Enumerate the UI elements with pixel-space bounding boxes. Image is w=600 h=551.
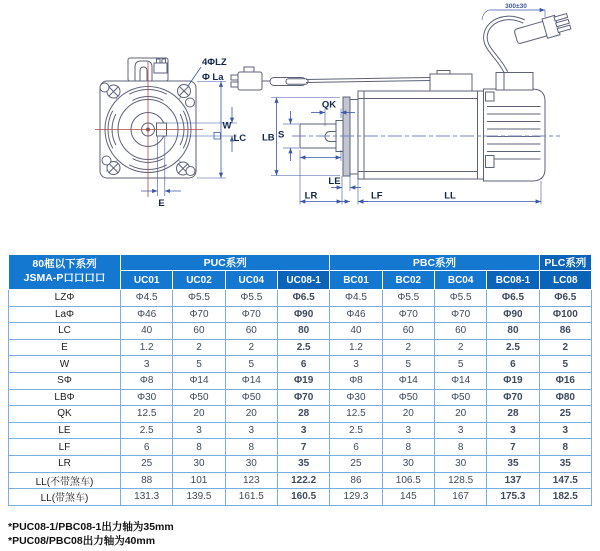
value-cell: Φ5.5 [225,290,277,307]
value-cell: 2 [225,339,277,356]
value-cell: 3 [330,356,382,373]
value-cell: 86 [539,323,591,340]
table-row [9,439,592,456]
value-cell: 60 [173,323,225,340]
footnote-2: *PUC08/PBC08出力轴为40mm [8,534,156,547]
value-cell: 40 [121,323,173,340]
value-cell: 20 [173,406,225,423]
value-cell: 8 [434,439,486,456]
power-plug [513,12,571,46]
table-row [9,323,592,340]
footnote-1: *PUC08-1/PBC08-1出力轴为35mm [8,521,174,533]
row-label: LF [9,439,121,456]
value-cell: 5 [225,356,277,373]
model-column-header: UC02 [173,271,225,290]
value-cell: Φ6.5 [539,290,591,307]
value-cell: Φ70 [225,306,277,323]
value-cell: Φ6.5 [487,290,539,307]
value-cell: 20 [434,406,486,423]
value-cell: Φ4.5 [330,290,382,307]
value-cell: 5 [173,356,225,373]
row-label: LaΦ [9,306,121,323]
dim-label-lb: LB [262,132,275,144]
row-label: LBΦ [9,389,121,406]
value-cell: 3 [121,356,173,373]
value-cell: 161.5 [225,489,277,506]
value-cell: Φ5.5 [434,290,486,307]
model-column-header: UC04 [225,271,277,290]
value-cell: 2 [382,339,434,356]
value-cell: 147.5 [539,472,591,489]
dim-label-ll: LL [444,190,456,202]
encoder-box [430,74,472,91]
flange-plate [343,97,350,176]
value-cell: Φ14 [382,372,434,389]
motor-dimension-diagram [0,0,600,248]
value-cell: Φ50 [382,389,434,406]
value-cell: 5 [382,356,434,373]
row-label: LL(带煞车) [9,489,121,506]
value-cell: 2 [173,339,225,356]
value-cell: 139.5 [173,489,225,506]
value-cell: 25 [539,406,591,423]
value-cell: 175.3 [487,489,539,506]
value-cell: 129.3 [330,489,382,506]
table-row [9,290,592,307]
value-cell: 20 [382,406,434,423]
value-cell: 28 [487,406,539,423]
value-cell: 6 [121,439,173,456]
value-cell: 2 [539,339,591,356]
value-cell: 30 [382,455,434,472]
value-cell: 6 [487,356,539,373]
row-label: LZΦ [9,290,121,307]
table-row [9,489,592,506]
row-label: LR [9,455,121,472]
value-cell: 20 [225,406,277,423]
value-cell: Φ70 [277,389,329,406]
model-column-header: BC01 [330,271,382,290]
value-cell: 123 [225,472,277,489]
value-cell: 30 [173,455,225,472]
series-group-header: PUC系列 [121,255,330,271]
value-cell: Φ19 [277,372,329,389]
spec-table-header [9,255,592,290]
series-header-row [9,255,592,271]
value-cell: 30 [434,455,486,472]
value-cell: 1.2 [330,339,382,356]
motor-side-view [262,73,560,205]
value-cell: 5 [539,356,591,373]
value-cell: 5 [434,356,486,373]
table-row [9,389,592,406]
value-cell: 80 [487,323,539,340]
value-cell: 2.5 [330,422,382,439]
value-cell: Φ4.5 [121,290,173,307]
corner-header [9,255,121,290]
value-cell: Φ5.5 [382,290,434,307]
model-column-header: BC02 [382,271,434,290]
spec-table [8,254,592,506]
value-cell: 8 [225,439,277,456]
value-cell: 131.3 [121,489,173,506]
value-cell: Φ70 [434,306,486,323]
value-cell: 137 [487,472,539,489]
value-cell: 8 [382,439,434,456]
table-row [9,422,592,439]
table-row [9,472,592,489]
corner-header-line2: JSMA-P口口口口 [23,272,106,284]
value-cell: 25 [330,455,382,472]
value-cell: Φ6.5 [277,290,329,307]
value-cell: Φ5.5 [173,290,225,307]
value-cell: Φ70 [382,306,434,323]
dim-label-phila: Φ La [202,72,224,83]
value-cell: 35 [277,455,329,472]
value-cell: 35 [539,455,591,472]
value-cell: Φ8 [330,372,382,389]
value-cell: 25 [121,455,173,472]
table-row [9,455,592,472]
value-cell: 6 [277,356,329,373]
spec-table-body [9,290,592,506]
value-cell: 2.5 [277,339,329,356]
value-cell: 3 [434,422,486,439]
value-cell: 60 [434,323,486,340]
motor-body [358,91,478,179]
value-cell: Φ46 [121,306,173,323]
table-row [9,306,592,323]
value-cell: 122.2 [277,472,329,489]
value-cell: Φ50 [225,389,277,406]
value-cell: Φ19 [487,372,539,389]
table-row [9,339,592,356]
model-column-header: BC04 [434,271,486,290]
dim-label-w: W [222,120,232,132]
value-cell: Φ8 [121,372,173,389]
value-cell: 80 [277,323,329,340]
value-cell: 6 [330,439,382,456]
encoder-cable [231,67,472,91]
value-cell: 2.5 [121,422,173,439]
table-row [9,356,592,373]
value-cell: 88 [121,472,173,489]
model-column-header: LC08 [539,271,591,290]
value-cell: 30 [225,455,277,472]
dim-label-le: LE [328,176,341,187]
dim-label-4philz: 4ΦLZ [202,57,227,68]
footnotes [8,521,174,548]
row-label: LE [9,422,121,439]
value-cell: 3 [487,422,539,439]
value-cell: Φ80 [539,389,591,406]
value-cell: 3 [225,422,277,439]
value-cell: Φ100 [539,306,591,323]
value-cell: 7 [277,439,329,456]
power-cable [482,3,572,73]
value-cell: 28 [277,406,329,423]
value-cell: Φ16 [539,372,591,389]
row-label: LC [9,323,121,340]
value-cell: 167 [434,489,486,506]
motor-front-view [95,57,246,209]
value-cell: 101 [173,472,225,489]
value-cell: 35 [487,455,539,472]
value-cell: 12.5 [121,406,173,423]
dim-label-e: E [158,198,165,209]
row-label: W [9,356,121,373]
value-cell: Φ50 [434,389,486,406]
value-cell: 12.5 [330,406,382,423]
corner-header-line1: 80框以下系列 [32,258,97,271]
value-cell: Φ30 [121,389,173,406]
row-label: SΦ [9,372,121,389]
series-group-header: PBC系列 [330,255,539,271]
value-cell: 7 [487,439,539,456]
model-column-header: UC01 [121,271,173,290]
value-cell: 86 [330,472,382,489]
value-cell: Φ50 [173,389,225,406]
dim-label-qk: QK [321,99,337,111]
value-cell: Φ14 [173,372,225,389]
value-cell: Φ90 [277,306,329,323]
dim-label-lc: LC [233,133,247,144]
value-cell: 160.5 [277,489,329,506]
value-cell: 106.5 [382,472,434,489]
value-cell: 182.5 [539,489,591,506]
value-cell: 8 [173,439,225,456]
value-cell: 1.2 [121,339,173,356]
value-cell: Φ30 [330,389,382,406]
value-cell: 60 [225,323,277,340]
series-group-header: PLC系列 [539,255,591,271]
value-cell: 40 [330,323,382,340]
value-cell: 2.5 [487,339,539,356]
table-row [9,372,592,389]
model-column-header: UC08-1 [277,271,329,290]
model-column-header: BC08-1 [487,271,539,290]
value-cell: 3 [277,422,329,439]
encoder-plug [238,72,262,90]
table-row [9,406,592,423]
value-cell: Φ14 [225,372,277,389]
value-cell: 3 [173,422,225,439]
value-cell: 2 [434,339,486,356]
row-label: LL(不带煞车) [9,472,121,489]
value-cell: 128.5 [434,472,486,489]
value-cell: Φ14 [434,372,486,389]
row-label: E [9,339,121,356]
dim-label-cable-length: 300±30 [505,3,527,10]
value-cell: 60 [382,323,434,340]
value-cell: 145 [382,489,434,506]
dim-label-s: S [278,129,285,141]
value-cell: 3 [539,422,591,439]
dim-label-lr: LR [304,190,318,202]
value-cell: Φ46 [330,306,382,323]
value-cell: 3 [382,422,434,439]
dim-label-lf: LF [371,190,383,202]
value-cell: Φ70 [487,389,539,406]
value-cell: Φ90 [487,306,539,323]
value-cell: 8 [539,439,591,456]
value-cell: Φ70 [173,306,225,323]
row-label: QK [9,406,121,423]
